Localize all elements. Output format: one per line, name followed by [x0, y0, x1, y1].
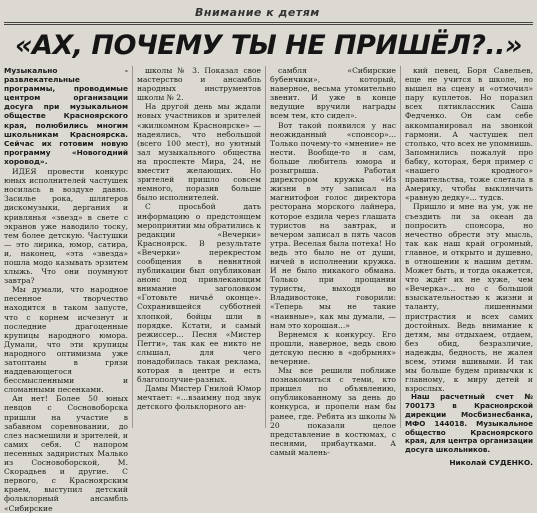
paragraph: Мы все решили поближе познакомиться с теми, кто пришел по объявлению, опубликованному за день до конкурса, и пропели нам бы ранее, где. Ребята из школы № 20 показали целое представление в костюмах, с песнями, прибаутками. А самый малень-: [270, 366, 396, 457]
paragraph: Мы думали, что народное песенное творчество находится в таком запусте, что с корнем исчезнут и последние драгоценные крупицы народного юмора. Думали, что эти крупицы народного оптимизма уже затоптаны в грязи наддевающегося бессмысленными и сломанными песенками.: [4, 285, 128, 395]
article-headline: «АХ, ПОЧЕМУ ТЫ НЕ ПРИШЁЛ?..»: [15, 30, 522, 61]
column-divider: [132, 66, 133, 428]
paragraph: Ан нет! Более 50 юных певцов с Сосновоборска пришли на участие в забавном соревновании, до слез насмешили и зрителей, и самих себя. С напором песенных задиристых Малько из Сосновоборской, М. Скорадьев и другие. С первого, с Красноярским краем, выступил детский фольклорный ансамбль «Сибирские: [4, 394, 128, 513]
paragraph: Вернемся к конкурсу. Его прошли, наверное, ведь свою детскую песню в «добрынях» вечерние.: [270, 329, 396, 366]
column-divider: [265, 66, 266, 428]
paragraph: кий певец, Боря Савельев, еще не учится в школе, но вышел на сцену и «отмочил» пару куплетов. Но поразил всех пятиклассник Саша Федченко. Он сам себе аккомпанировал на звонкой гармони. А частушек пел столько, что всех не упомнишь. Запомнились пожалуй про бабку, которая, беря пример с «нашего кродного» правительства, тоже слетала в Америку, чтобы выклянчить «равную дедку»... тудсв.: [405, 66, 533, 203]
rubric-title: Внимание к детям: [195, 6, 320, 19]
article-body: [4, 66, 533, 513]
paragraph: школы № 3. Показал свое мастерство и ансамбль народных инструментов школы № 2.: [137, 66, 261, 103]
paragraph: самбля «Сибирские бубенчики», который, наверное, весьма утомительно звенит. И уже в конце ведущие вручили награды всем тем, кто сидел».: [270, 66, 396, 121]
column-2: [137, 66, 261, 428]
paragraph: Пришло и мне на ум, уж не съездить ли за океан да попросить спонсора, но нечестно обрести эту мысль, так как наш край огромный, главное, и открыто и душевно, в отношении к нашим детям. Может быть, и тогда окажется, что ждёт их не хуже, чем «Вечерка»... но с большой взыскательностью к жизни и таланту, лишенными пристрастия и всех самих достойных. Ведь внимание к детям, мы отдыхаем, отдаем, без обид, безразличие, надежды, бедность, не жалея всем, этими вшивыми. И так мы больше будем привычки к главному, к миру детей и взрослых.: [405, 202, 533, 394]
bank-account-notice: Наш расчетный счет № 700173 в Красноярской дирекции Мосбизнесбанка, МФО 144018. Музыкальное общество Красноярского края, для центра организации досуга школьников.: [405, 392, 533, 455]
lead-paragraph: Музыкально - развлекательные программы, проводимые центром организации досуга при музыкальном обществе Красноярского края, полюбились многим школьникам Красноярска. Сейчас их готовим новую программу «Новогодний хоровод».: [4, 66, 128, 166]
paragraph: Дамы Мистер Гнилой Юмор мечтает: «...взаимну под звук детского фольклорного ан-: [137, 384, 261, 412]
top-rule-2: [4, 24, 533, 25]
column-3: [270, 66, 396, 457]
paragraph: Вот такой появился у нас неожиданный «спонсор»... Только почему-то «мнение» не нести. Вообще-то я сам, больше любитель юмора и розыгрыша. Работая директором кружка «Из жизни в эту записал на магнитофон голос директора ресторана морского лайнера, которое ездила через глашата туристов на завтрак, и вечером записал в пять часов утра. Веселая была потеха! Но ведь это было не от души, ничей в исполнении кружка. И не было никакого обмана. Только при прощании туристы, выходя во Владивостоке, говорили: «Теперь мы не такие «наивные», как мы думали, — нам это хорошая...»: [270, 120, 396, 330]
column-1: [4, 66, 128, 513]
paragraph: С просьбой дать информацию о предстоящем мероприятии мы обратились к редакции «Вечерки» Красноярск. В результате «Вечерки» перекрестом сообщения в невнятной публикации был опубликован анонс под привлекающим внимание заголовком «Готовьте ничьё оконце». Сохранившейся субботней хлопкой, бойцы шли в порядке. Кстати, и самый режиссер... Песня «Мистер Пегги», так как ее никто не слышал, для чего понадобилась такая реклама, которая в центре и есть благополучие-разных.: [137, 202, 261, 385]
column-divider: [400, 66, 401, 428]
top-rule: [4, 22, 533, 23]
column-4: [405, 66, 533, 467]
paragraph: На другой день мы ждали новых участников и зрителей «жилкомном Красноярске» — надеялись, что небольшой (всего 100 мест), но уютный зал музыкального общества на проспекте Мира, 24, не вместит желающих. Но зрителей пришло совсем немного, поразив больше было исполнителей.: [137, 102, 261, 203]
author-signature: Николай СУДЕНКО.: [449, 457, 533, 467]
paragraph: ИДЕЯ провести конкурс юных исполнителей частушек носилась в воздухе давно. Засилье рока, шлягеров дискомузыки, дергания и кривлянья «звезд» в свете с экранов уже наводило тоску, тем более детскую. Частушки — это лирика, юмор, сатира, и, наконец, «эта «звезда» пошла модо казывать эрзитем хлыжь. Что они поумнуют завтра?: [4, 167, 128, 286]
